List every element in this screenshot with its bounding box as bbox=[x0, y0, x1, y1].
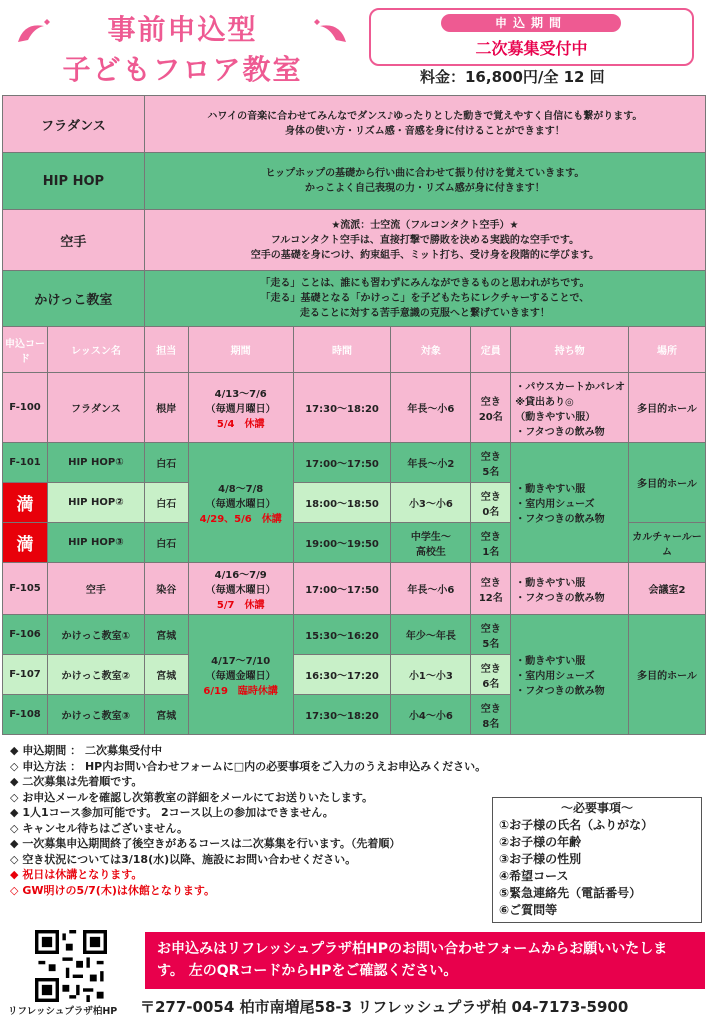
bullet-icon: ◆ bbox=[10, 868, 19, 881]
program-desc: ハワイの音楽に合わせてみんなでダンス♪ゆったりとした動きで覚えやすく自信にも繋がります。 身体の使い方・リズム感・音感を身に付けることができます！ bbox=[144, 96, 705, 153]
col-header: 対象 bbox=[391, 327, 471, 373]
place-cell: 会議室2 bbox=[629, 563, 706, 615]
col-header: 期間 bbox=[188, 327, 293, 373]
period-range: 4/17～7/10 （毎週金曜日） bbox=[205, 656, 276, 682]
heart-swirl-icon bbox=[14, 18, 54, 48]
period-cell bbox=[188, 563, 293, 615]
teacher-cell: 染谷 bbox=[144, 563, 188, 615]
schedule-table bbox=[2, 326, 706, 735]
note-item bbox=[10, 852, 490, 868]
code-cell: F-100 bbox=[3, 373, 48, 443]
capacity-cell: 空き 5名 bbox=[471, 443, 511, 483]
page-title: 事前申込型 bbox=[107, 13, 258, 46]
note-item bbox=[10, 743, 490, 759]
table-row bbox=[3, 615, 706, 655]
program-desc: ヒップホップの基礎から行い曲に合わせて振り付けを覚えていきます。 かっこよく自己表現の力・リズム感が身に付きます！ bbox=[144, 153, 705, 210]
bullet-icon: ◆ bbox=[10, 837, 19, 850]
heart-swirl-icon bbox=[310, 18, 350, 48]
full-badge: 満 bbox=[3, 483, 48, 523]
col-header: レッスン名 bbox=[47, 327, 144, 373]
table-row bbox=[3, 373, 706, 443]
lesson-cell: HIP HOP① bbox=[47, 443, 144, 483]
program-name: 空手 bbox=[3, 210, 145, 271]
time-cell: 19:00～19:50 bbox=[293, 523, 391, 563]
note-text: 1人1コース参加可能です。 2コース以上の参加はできません。 bbox=[22, 806, 334, 819]
time-cell: 15:30～16:20 bbox=[293, 615, 391, 655]
col-header: 定員 bbox=[471, 327, 511, 373]
code-cell: F-105 bbox=[3, 563, 48, 615]
note-item bbox=[10, 821, 490, 837]
code-cell: F-108 bbox=[3, 695, 48, 735]
capacity-cell: 空き 8名 bbox=[471, 695, 511, 735]
time-cell: 18:00～18:50 bbox=[293, 483, 391, 523]
period-note: 4/29、5/6 休講 bbox=[199, 514, 282, 525]
note-text: 祝日は休講となります。 bbox=[22, 868, 143, 881]
requirements-box bbox=[492, 797, 702, 923]
note-item bbox=[10, 805, 490, 821]
period-cell bbox=[188, 443, 293, 563]
target-cell: 年少～年長 bbox=[391, 615, 471, 655]
target-cell: 年長～小6 bbox=[391, 373, 471, 443]
target-cell: 年長～小6 bbox=[391, 563, 471, 615]
notes-list bbox=[10, 743, 490, 898]
requirement-item: ⑥ご質問等 bbox=[499, 903, 558, 917]
qr-code-icon[interactable] bbox=[35, 930, 107, 1002]
lesson-cell: かけっこ教室① bbox=[47, 615, 144, 655]
time-cell: 17:00～17:50 bbox=[293, 563, 391, 615]
period-range: 4/16～7/9 （毎週木曜日） bbox=[205, 570, 276, 596]
program-name: かけっこ教室 bbox=[3, 271, 145, 327]
program-desc: 「走る」ことは、誰にも習わずにみんなができるものと思われがちです。 「走る」基礎となる「かけっこ」を子どもたちにレクチャーすることで、 走ることに対する苦手意識の克服へと繋げていきます！ bbox=[144, 271, 705, 327]
target-cell: 小3～小6 bbox=[391, 483, 471, 523]
bullet-icon: ◇ bbox=[10, 759, 19, 773]
time-cell: 16:30～17:20 bbox=[293, 655, 391, 695]
lesson-cell: かけっこ教室③ bbox=[47, 695, 144, 735]
requirement-item: ②お子様の年齢 bbox=[499, 835, 582, 849]
note-text: 二次募集は先着順です。 bbox=[22, 775, 143, 788]
program-row bbox=[3, 271, 706, 327]
contact-banner: お申込みはリフレッシュプラザ柏HPのお問い合わせフォームからお願いいたします。 左のQRコードからHPをご確認ください。 bbox=[145, 932, 705, 989]
target-cell: 小1～小3 bbox=[391, 655, 471, 695]
note-item bbox=[10, 836, 490, 852]
items-cell: ・動きやすい服 ・室内用シューズ ・フタつきの飲み物 bbox=[511, 615, 629, 735]
time-cell: 17:00～17:50 bbox=[293, 443, 391, 483]
capacity-cell: 空き 0名 bbox=[471, 483, 511, 523]
bullet-icon: ◇ bbox=[10, 883, 19, 897]
bullet-icon: ◇ bbox=[10, 852, 19, 866]
target-cell: 年長～小2 bbox=[391, 443, 471, 483]
teacher-cell: 根岸 bbox=[144, 373, 188, 443]
time-cell: 17:30～18:20 bbox=[293, 695, 391, 735]
col-header: 担当 bbox=[144, 327, 188, 373]
period-cell bbox=[188, 615, 293, 735]
items-cell: ・動きやすい服 ・フタつきの飲み物 bbox=[511, 563, 629, 615]
header bbox=[0, 0, 709, 92]
note-item bbox=[10, 774, 490, 790]
col-header: 持ち物 bbox=[511, 327, 629, 373]
requirement-item: ③お子様の性別 bbox=[499, 852, 582, 866]
target-cell: 小4～小6 bbox=[391, 695, 471, 735]
period-value: 二次募集受付中 bbox=[475, 39, 588, 58]
note-text: 申込方法 ： HP内お問い合わせフォームに□内の必要事項をご入力のうえお申込みください。 bbox=[22, 759, 487, 773]
period-range: 4/13～7/6 （毎週月曜日） bbox=[205, 389, 276, 415]
note-item bbox=[10, 883, 490, 899]
col-header: 申込コード bbox=[3, 327, 48, 373]
program-table bbox=[2, 95, 706, 327]
period-range: 4/8～7/8 （毎週水曜日） bbox=[205, 484, 276, 510]
fee-text: 料金：16,800円/全 12 回 bbox=[420, 68, 605, 86]
col-header: 場所 bbox=[629, 327, 706, 373]
time-cell: 17:30～18:20 bbox=[293, 373, 391, 443]
period-label: 申込期間 bbox=[441, 14, 621, 32]
target-cell: 中学生～ 高校生 bbox=[391, 523, 471, 563]
note-text: キャンセル待ちはございません。 bbox=[22, 821, 188, 835]
qr-label: リフレッシュプラザ柏HP bbox=[8, 1006, 118, 1017]
capacity-cell: 空き 5名 bbox=[471, 615, 511, 655]
note-text: 申込期間 ： 二次募集受付中 bbox=[22, 744, 162, 757]
bullet-icon: ◆ bbox=[10, 744, 19, 757]
requirements-heading: ～必要事項～ bbox=[560, 801, 633, 815]
capacity-cell: 空き 6名 bbox=[471, 655, 511, 695]
code-cell: F-101 bbox=[3, 443, 48, 483]
bullet-icon: ◇ bbox=[10, 821, 19, 835]
note-text: 空き状況については3/18(水)以降、施設にお問い合わせください。 bbox=[22, 852, 357, 866]
bullet-icon: ◇ bbox=[10, 790, 19, 804]
place-cell: 多目的ホール bbox=[629, 373, 706, 443]
code-cell: F-106 bbox=[3, 615, 48, 655]
lesson-cell: 空手 bbox=[47, 563, 144, 615]
note-text: 一次募集申込期間終了後空きがあるコースは二次募集を行います。（先着順） bbox=[22, 837, 401, 850]
address-line: 〒277-0054 柏市南増尾58-3 リフレッシュプラザ柏 04-7173-5900 bbox=[140, 998, 629, 1016]
page-subtitle: 子どもフロア教室 bbox=[62, 53, 303, 86]
period-box bbox=[369, 8, 694, 66]
period-note: 6/19 臨時休講 bbox=[203, 686, 278, 697]
note-text: GW明けの5/7(木)は休館となります。 bbox=[22, 883, 215, 897]
col-header: 時間 bbox=[293, 327, 391, 373]
capacity-cell: 空き 12名 bbox=[471, 563, 511, 615]
code-cell: F-107 bbox=[3, 655, 48, 695]
program-row bbox=[3, 153, 706, 210]
place-cell: 多目的ホール bbox=[629, 615, 706, 735]
requirement-item: ⑤緊急連絡先（電話番号） bbox=[499, 886, 642, 900]
capacity-cell: 空き 1名 bbox=[471, 523, 511, 563]
note-item bbox=[10, 867, 490, 883]
items-cell: ・パウスカートかパレオ ※貸出あり◎ （動きやすい服） ・フタつきの飲み物 bbox=[511, 373, 629, 443]
program-row bbox=[3, 210, 706, 271]
period-cell bbox=[188, 373, 293, 443]
teacher-cell: 白石 bbox=[144, 483, 188, 523]
note-item bbox=[10, 759, 490, 775]
note-item bbox=[10, 790, 490, 806]
bullet-icon: ◆ bbox=[10, 775, 19, 788]
teacher-cell: 宮城 bbox=[144, 655, 188, 695]
period-note: 5/4 休講 bbox=[216, 419, 265, 430]
teacher-cell: 宮城 bbox=[144, 695, 188, 735]
note-text: お申込メールを確認し次第教室の詳細をメールにてお送りいたします。 bbox=[22, 790, 373, 804]
teacher-cell: 宮城 bbox=[144, 615, 188, 655]
full-badge: 満 bbox=[3, 523, 48, 563]
program-row bbox=[3, 96, 706, 153]
teacher-cell: 白石 bbox=[144, 523, 188, 563]
capacity-cell: 空き 20名 bbox=[471, 373, 511, 443]
requirement-item: ①お子様の氏名（ふりがな） bbox=[499, 818, 654, 832]
table-row bbox=[3, 563, 706, 615]
program-name: HIP HOP bbox=[3, 153, 145, 210]
program-desc: ★流派：士空流（フルコンタクト空手）★ フルコンタクト空手は、直接打撃で勝敗を決める実践的な空手です。 空手の基礎を身につけ、約束組手、ミット打ち、受け身を段階的に学びます。 bbox=[144, 210, 705, 271]
items-cell: ・動きやすい服 ・室内用シューズ ・フタつきの飲み物 bbox=[511, 443, 629, 563]
place-cell: 多目的ホール bbox=[629, 443, 706, 523]
table-header-row bbox=[3, 327, 706, 373]
lesson-cell: かけっこ教室② bbox=[47, 655, 144, 695]
bullet-icon: ◆ bbox=[10, 806, 19, 819]
place-cell: カルチャールーム bbox=[629, 523, 706, 563]
lesson-cell: HIP HOP② bbox=[47, 483, 144, 523]
program-name: フラダンス bbox=[3, 96, 145, 153]
period-note: 5/7 休講 bbox=[216, 600, 265, 611]
teacher-cell: 白石 bbox=[144, 443, 188, 483]
table-row bbox=[3, 443, 706, 483]
requirement-item: ④希望コース bbox=[499, 869, 569, 883]
lesson-cell: HIP HOP③ bbox=[47, 523, 144, 563]
lesson-cell: フラダンス bbox=[47, 373, 144, 443]
